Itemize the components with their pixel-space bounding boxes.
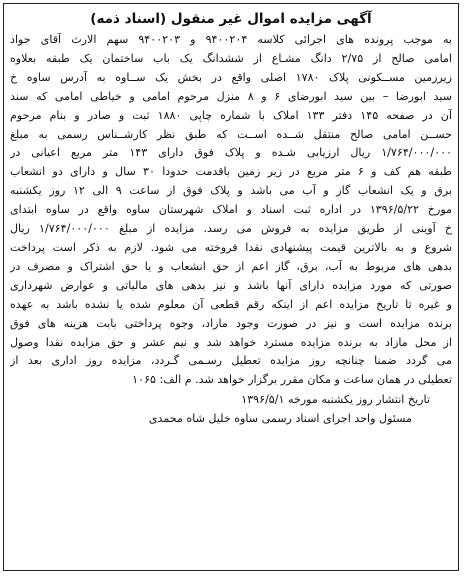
body-line: و غیره تا تاریخ مزایده اعم از اینکه رقم قطعی آن معلوم شده یا نشده باشد به عهده bbox=[10, 297, 452, 311]
body-line: مورخ ۱۳۹۶/۵/۲۲ در اداره ثبت اسناد و املاک شهرستان ساوه واقع در ساوه ابتدای bbox=[10, 203, 452, 217]
notice-title: آگهی مزایده اموال غیر منقول (اسناد ذمه) bbox=[90, 11, 372, 27]
body-line: آن در صفحه ۱۴۵ دفتر ۱۳۳ املاک با شماره چاپی ۱۸۸۰ ثبت و صادر و بنام مرحوم bbox=[10, 108, 452, 122]
body-line: برق و یک انشعاب گاز و آب می باشد و پلاک فوق از ساعت ۹ الی ۱۲ روز یکشنبه bbox=[10, 184, 452, 198]
body-line: خ آوینی از طریق مزایده به فروش می رسد. مزایده از مبلغ ۱/۷۶۴/۰۰۰/۰۰۰ ریال bbox=[10, 222, 452, 236]
body-line: طبقه هم کف و ۶ متر مربع در زیر زمین باقدمت حدودا ۳۰ سال و دارای دو انشعاب bbox=[10, 165, 452, 179]
notice-body bbox=[10, 31, 452, 390]
body-line: امامی صالح از ۲/۷۵ دانگ مشـاع از ششدانگ یک باب ساختمان یک طبقه بعلاوه bbox=[10, 51, 452, 65]
body-line: برنده مزایده است و نیز در صورت وجود مازاد، وجوه پرداختی بابت هزینه های فوق bbox=[10, 316, 452, 330]
body-line: از محل مازاد به برنده مزایده مسترد خواهد شد و نیم عشر و حق مزایده نقدا وصول bbox=[10, 335, 452, 349]
body-line: ۱/۷۶۴/۰۰۰/۰۰۰ ریال ارزیابی شـده و پلاک فوق دارای ۱۴۳ متر مربع اعیانی در bbox=[10, 146, 452, 160]
auction-notice bbox=[3, 3, 459, 571]
body-line: شروع و به بالاترین قیمت پیشنهادی نقدا فروخته می شود. لازم به ذکر است پرداخت bbox=[10, 240, 452, 254]
body-line: بدهی های مربوط به آب، برق، گاز اعم از حق انشعاب و یا حق اشتراک و مصرف در bbox=[10, 259, 452, 273]
body-line: صورتی که مورد مزایده دارای آنها باشد و نیز بدهی های مالیاتی و عوارض شهرداری bbox=[10, 278, 452, 292]
body-line: به موجب پرونده های اجرائی کلاسه ۹۴۰۰۲۰۴ و ۹۴۰۰۲۰۳ سهم الارث آقای جواد bbox=[10, 33, 452, 46]
body-line: تعطیلی در همان ساعت و مکان مقرر برگزار خواهد شد. م الف: ۱۰۶۵ bbox=[132, 373, 452, 387]
body-line: سید ابورضا – بین سید ابورضای ۶ و ۸ منزل مرحوم امامی و خیاطی امامی که سند bbox=[10, 89, 452, 103]
body-line: زیرزمین مســکونی پلاک ۱۷۸۰ اصلی واقع در بخش یک ســاوه به آدرس ساوه خ bbox=[10, 70, 452, 84]
body-line: حســن امامی صالح منتقل شــده اســت که طبق نظر کارشــناس رسمی به مبلغ bbox=[10, 127, 452, 141]
signature-line: مسئول واحد اجرای اسناد رسمی ساوه خلیل شاه محمدی bbox=[148, 412, 412, 426]
body-line: می گردد ضمنا چنانچه روز مزایده تعطیل رسـمی گـردد، مزایده روز اداری بعد از bbox=[10, 354, 452, 368]
publication-date: تاریخ انتشار روز یکشنبه مورخه ۱۳۹۶/۵/۱ bbox=[241, 393, 430, 407]
